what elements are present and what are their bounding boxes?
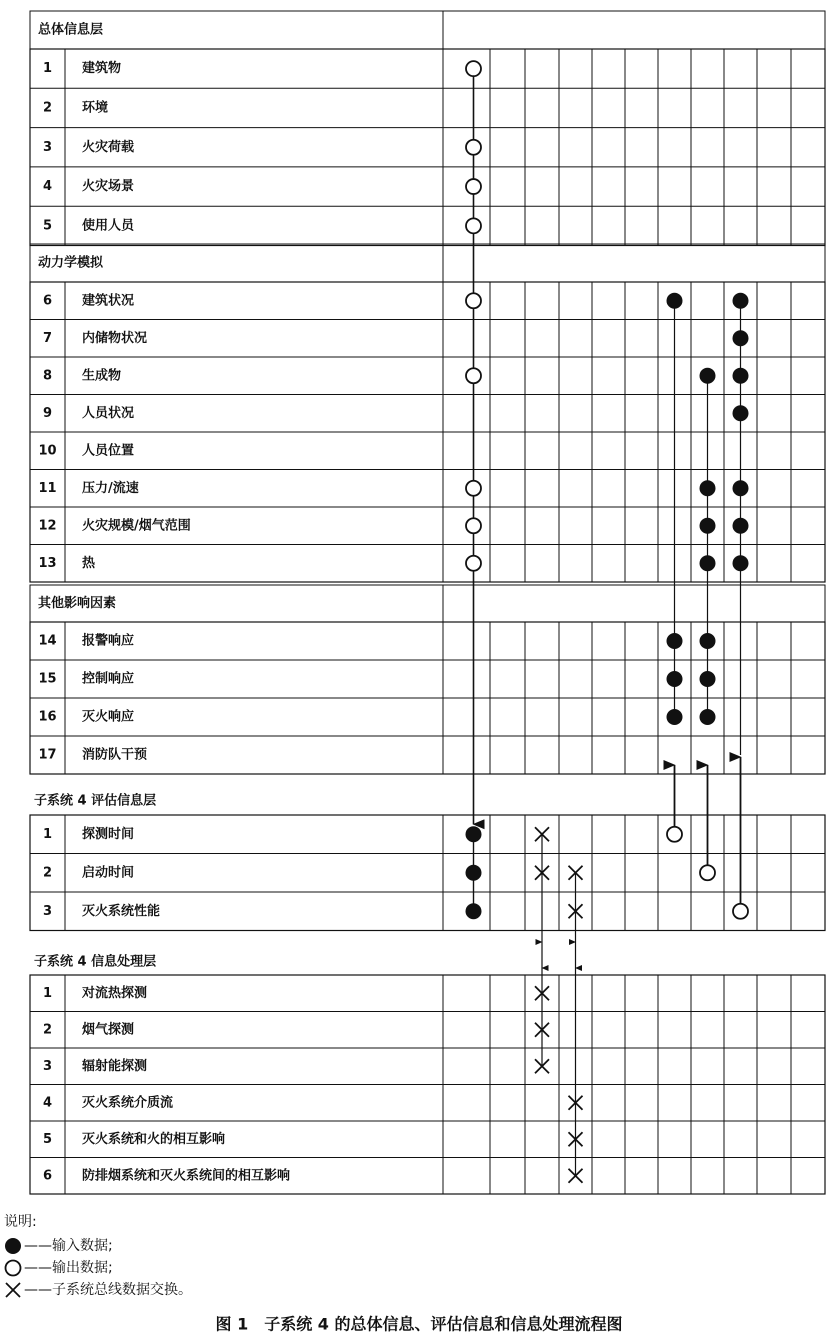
row-number: 9	[42, 405, 53, 421]
row-number: 14	[38, 633, 57, 649]
section-5	[30, 954, 825, 1195]
row-label: 使用人员	[82, 218, 135, 234]
table-row	[30, 1048, 825, 1074]
legend-text: ——输入数据;	[24, 1238, 113, 1254]
row-label: 内储物状况	[82, 330, 148, 346]
input-data-mark	[700, 709, 716, 725]
row-label: 火灾场景	[82, 179, 135, 195]
row-number: 2	[42, 100, 53, 116]
legend-item	[6, 1281, 192, 1298]
row-number: 6	[42, 1168, 53, 1184]
row-number: 5	[42, 218, 53, 234]
open-circle-icon	[6, 1261, 21, 1276]
input-data-mark	[466, 865, 482, 881]
row-label: 控制响应	[82, 671, 135, 687]
table-row	[30, 1121, 825, 1147]
section-title: 总体信息层	[38, 22, 104, 38]
legend-title: 说明:	[4, 1214, 37, 1230]
row-label: 防排烟系统和灭火系统间的相互影响	[82, 1168, 291, 1184]
section-header-row	[30, 11, 825, 49]
row-number: 1	[42, 826, 53, 842]
row-label: 人员位置	[82, 443, 135, 459]
row-number: 12	[38, 518, 57, 534]
section-4	[30, 793, 825, 931]
figure-caption: 图 1 子系统 4 的总体信息、评估信息和信息处理流程图	[215, 1314, 623, 1334]
row-label: 灭火系统和火的相互影响	[82, 1131, 226, 1147]
row-label: 人员状况	[82, 405, 135, 421]
table-row	[43, 292, 134, 308]
row-number: 1	[42, 985, 53, 1001]
output-data-mark	[667, 827, 682, 842]
table-row	[30, 128, 825, 155]
row-label: 灭火系统介质流	[82, 1095, 174, 1111]
row-number: 4	[42, 1095, 53, 1111]
output-data-mark	[466, 293, 481, 308]
input-data-mark	[733, 518, 749, 534]
row-number: 1	[42, 61, 53, 77]
section-title: 子系统 4 信息处理层	[34, 954, 157, 970]
row-number: 15	[38, 671, 57, 687]
input-data-mark	[733, 293, 749, 309]
input-data-mark	[700, 480, 716, 496]
table-row	[30, 1012, 825, 1038]
output-data-mark	[466, 481, 481, 496]
section-title: 其他影响因素	[38, 596, 117, 611]
section-title: 动力学模拟	[38, 255, 104, 271]
input-data-mark	[667, 709, 683, 725]
input-data-mark	[733, 405, 749, 421]
row-label: 压力/流速	[82, 480, 139, 496]
table-row	[30, 736, 825, 763]
table-row	[30, 1085, 825, 1111]
section-header-row	[30, 585, 825, 622]
input-data-mark	[733, 555, 749, 571]
row-label: 火灾荷载	[82, 139, 135, 155]
output-data-mark	[466, 218, 481, 233]
input-data-mark	[700, 633, 716, 649]
row-label: 灭火响应	[82, 709, 135, 725]
row-label: 辐射能探测	[82, 1058, 148, 1074]
input-data-mark	[733, 330, 749, 346]
row-number: 2	[42, 1022, 53, 1038]
row-number: 3	[42, 1058, 53, 1074]
output-data-mark	[466, 518, 481, 533]
row-number: 16	[38, 709, 57, 725]
row-number: 2	[42, 865, 53, 881]
row-number: 3	[42, 139, 53, 155]
input-data-mark	[667, 293, 683, 309]
row-label: 灭火系统性能	[82, 903, 161, 919]
output-data-mark	[733, 904, 748, 919]
row-number: 3	[42, 903, 53, 919]
table-row	[30, 395, 825, 421]
row-label: 建筑状况	[82, 293, 135, 309]
output-data-mark	[700, 865, 715, 880]
input-data-mark	[466, 826, 482, 842]
table-row	[43, 60, 121, 76]
table-row	[38, 633, 134, 649]
row-label: 烟气探测	[82, 1022, 135, 1038]
table-row	[30, 892, 825, 919]
row-label: 启动时间	[82, 865, 135, 881]
row-label: 热	[82, 555, 96, 571]
input-data-mark	[700, 671, 716, 687]
table-row	[30, 1158, 825, 1184]
row-label: 对流热探测	[82, 985, 148, 1001]
table-row	[30, 167, 825, 194]
row-number: 4	[42, 179, 53, 195]
legend-item	[5, 1237, 113, 1254]
filled-circle-icon	[5, 1238, 21, 1254]
legend-text: ——输出数据;	[24, 1260, 113, 1276]
section-header-row	[30, 244, 825, 282]
output-data-mark	[466, 140, 481, 155]
input-data-mark	[667, 671, 683, 687]
input-data-mark	[667, 633, 683, 649]
row-label: 火灾规模/烟气范围	[82, 518, 191, 534]
row-number: 10	[38, 443, 57, 459]
input-data-mark	[466, 903, 482, 919]
section-title: 子系统 4 评估信息层	[34, 793, 157, 809]
row-number: 8	[42, 368, 53, 384]
output-data-mark	[466, 556, 481, 571]
row-label: 生成物	[82, 368, 122, 384]
input-data-mark	[700, 368, 716, 384]
input-data-mark	[733, 480, 749, 496]
row-label: 报警响应	[82, 633, 135, 649]
input-data-mark	[733, 368, 749, 384]
output-data-mark	[466, 179, 481, 194]
input-data-mark	[700, 555, 716, 571]
output-data-mark	[466, 61, 481, 76]
table-row	[30, 88, 825, 115]
row-label: 建筑物	[82, 61, 122, 77]
output-data-mark	[466, 368, 481, 383]
section-1	[30, 11, 825, 246]
legend-text: ——子系统总线数据交换。	[24, 1282, 192, 1298]
table-row	[43, 826, 134, 842]
row-number: 7	[42, 330, 53, 346]
row-number: 5	[42, 1131, 53, 1147]
table-row	[30, 432, 825, 458]
table-row	[30, 320, 825, 346]
row-number: 17	[38, 747, 57, 763]
row-number: 6	[42, 293, 53, 309]
row-label: 探测时间	[82, 826, 135, 842]
row-label: 消防队干预	[82, 747, 148, 763]
row-number: 11	[38, 480, 57, 496]
row-label: 环境	[82, 100, 109, 116]
legend-item	[6, 1259, 113, 1276]
input-data-mark	[700, 518, 716, 534]
cross-icon	[6, 1283, 20, 1297]
row-number: 13	[38, 555, 57, 571]
table-row	[43, 985, 147, 1001]
table-row	[30, 206, 825, 233]
